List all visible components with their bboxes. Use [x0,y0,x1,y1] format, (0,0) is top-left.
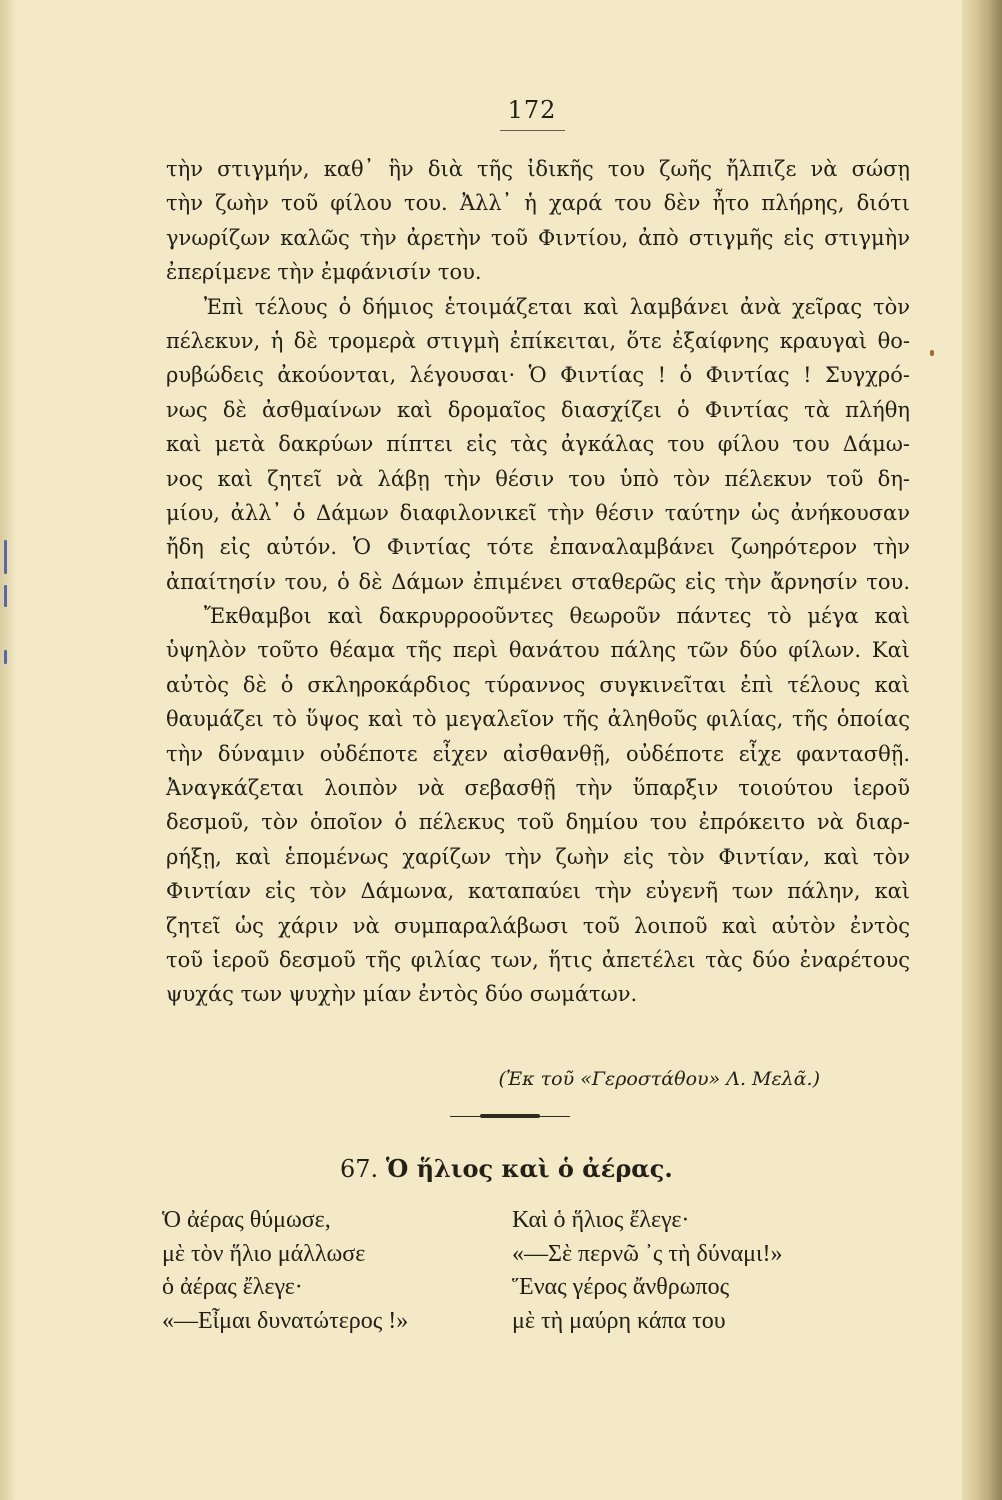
text-line: τοῦ ἱεροῦ δεσμοῦ τῆς φιλίας των, ἥτις ἀπετέλει τὰς δύο ἐναρέτους [166,947,910,972]
text-line: ἐπερίμενε τὴν ἐμφάνισίν του. [166,260,482,285]
page-left-edge [0,0,14,1500]
text-line: μίου, ἀλλ᾽ ὁ Δάμων διαφιλονικεῖ τὴν θέσιν ταύτην ὡς ἀνήκουσαν [166,500,910,525]
text-line: ἀπαίτησίν του, ὁ δὲ Δάμων ἐπιμένει σταθερῶς εἰς τὴν ἄρνησίν του. [166,569,910,594]
margin-ink-mark [4,585,7,607]
poem-verse: Καὶ ὁ ἥλιος ἔλεγε· [512,1207,690,1233]
poem-verse: μὲ τὸν ἥλιο μάλλωσε [162,1240,366,1267]
paragraph [166,290,910,600]
text-line: ὑψηλὸν τοῦτο θέαμα τῆς περὶ θανάτου πάλης τῶν δύο φίλων. Καὶ [166,638,910,663]
poem-verse: Ἕνας γέρος ἄνθρωπος [512,1274,730,1300]
poem-title: Ὁ ἥλιος καὶ ὁ ἀέρας. [385,1154,673,1183]
page-number: 172 [507,96,557,124]
divider-thick-rule [480,1114,540,1118]
text-line: ρήξῃ, καὶ ἑπομένως χαρίζων τὴν ζωὴν εἰς τὸν Φιντίαν, καὶ τὸν [166,844,910,869]
poem-left-column [162,1204,512,1338]
text-line: Ἀναγκάζεται λοιπὸν νὰ σεβασθῇ τὴν ὕπαρξιν τοιούτου ἱεροῦ [166,776,910,801]
poem-heading [340,1154,673,1183]
margin-ink-mark [4,650,7,664]
page-number-underline [500,130,565,131]
text-line: Ἔκθαμβοι καὶ δακρυρροοῦντες θεωροῦν πάντες τὸ μέγα καὶ [204,604,910,629]
poem-right-column [512,1204,892,1338]
text-line: αὐτὸς δὲ ὁ σκληροκάρδιος τύραννος συγκινεῖται ἐπὶ τέλους καὶ [166,672,910,697]
poem-verse: ὁ ἀέρας ἔλεγε· [162,1274,303,1300]
text-line: καὶ μετὰ δακρύων πίπτει εἰς τὰς ἀγκάλας του φίλου του Δάμω- [166,432,910,457]
paragraph [166,599,910,1012]
text-line: τὴν δύναμιν οὐδέποτε εἶχεν αἰσθανθῇ, οὐδέποτε εἶχε φαντασθῇ. [166,741,910,766]
text-line: Φιντίαν εἰς τὸν Δάμωνα, καταπαύει τὴν εὐγενῆ των πάλην, καὶ [166,879,910,904]
poem-verse: μὲ τὴ μαύρη κάπα του [512,1307,726,1334]
text-line: γνωρίζων καλῶς τὴν ἀρετὴν τοῦ Φιντίου, ἀπὸ στιγμῆς εἰς στιγμὴν [166,225,910,250]
poem-verse: «—Εἶμαι δυνατώτερος !» [162,1307,409,1334]
text-line: ψυχάς των ψυχὴν μίαν ἐντὸς δύο σωμάτων. [166,982,638,1007]
margin-ink-dot [930,350,934,356]
text-line: τὴν ζωὴν τοῦ φίλου του. Ἀλλ᾽ ἡ χαρά του δὲν ἦτο πλήρης, διότι [166,191,910,216]
text-line: δεσμοῦ, τὸν ὁποῖον ὁ πέλεκυς τοῦ δημίου του ἐπρόκειτο νὰ διαρ- [166,810,910,835]
text-line: ἤδη εἰς αὐτόν. Ὁ Φιντίας τότε ἐπαναλαμβάνει ζωηρότερον τὴν [166,535,910,560]
paragraph [166,152,910,290]
text-line: νως δὲ ἀσθμαίνων καὶ δρομαῖος διασχίζει ὁ Φιντίας τὰ πλήθη [166,397,910,422]
body-text [166,152,910,1012]
text-line: τὴν στιγμήν, καθ᾽ ἣν διὰ τῆς ἰδικῆς του ζωῆς ἤλπιζε νὰ σώσῃ [166,157,910,181]
poem-verse: «—Σὲ περνῶ ᾽ς τὴ δύναμι!» [512,1240,783,1267]
source-citation: (Ἐκ τοῦ «Γεροστάθου» Λ. Μελᾶ.) [498,1068,820,1090]
text-line: πέλεκυν, ἡ δὲ τρομερὰ στιγμὴ ἐπίκειται, ὅτε ἐξαίφνης κραυγαὶ θο- [166,328,910,353]
book-spine-shadow [962,0,1002,1500]
text-line: νος καὶ ζητεῖ νὰ λάβῃ τὴν θέσιν του ὑπὸ τὸν πέλεκυν τοῦ δη- [166,466,910,491]
section-divider [450,1113,570,1121]
text-line: ρυβώδεις ἀκούονται, λέγουσαι· Ὁ Φιντίας ! ὁ Φιντίας ! Συγχρό- [166,363,910,388]
poem-number: 67. [340,1155,379,1183]
text-line: ζητεῖ ὡς χάριν νὰ συμπαραλάβωσι τοῦ λοιποῦ καὶ αὐτὸν ἐντὸς [166,913,910,938]
poem-verse: Ὁ ἀέρας θύμωσε, [162,1207,331,1233]
margin-ink-mark [4,540,7,574]
text-line: Ἐπὶ τέλους ὁ δήμιος ἑτοιμάζεται καὶ λαμβάνει ἀνὰ χεῖρας τὸν [204,294,910,319]
text-line: θαυμάζει τὸ ὕψος καὶ τὸ μεγαλεῖον τῆς ἀληθοῦς φιλίας, τῆς ὁποίας [166,707,910,732]
